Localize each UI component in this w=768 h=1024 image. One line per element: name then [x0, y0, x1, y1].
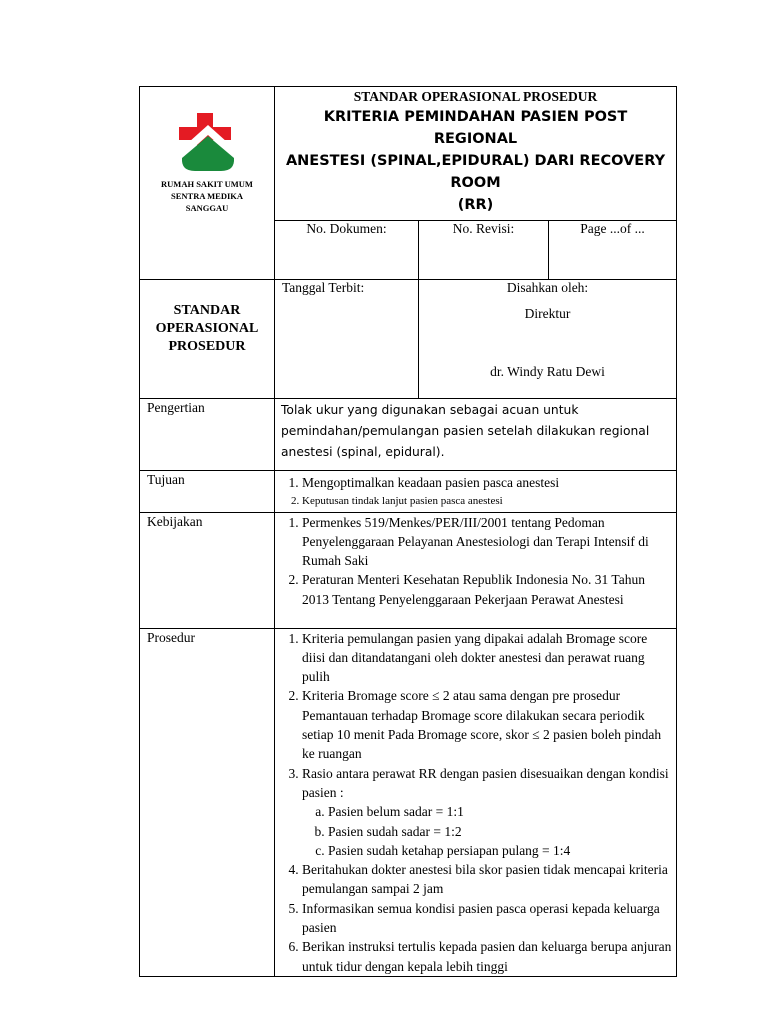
tanggal-terbit-label: Tanggal Terbit:: [282, 280, 365, 295]
sub-list-item: a. Pasien belum sadar = 1:1: [328, 802, 672, 821]
tanggal-terbit-cell: [275, 280, 419, 399]
no-revisi-cell: No. Revisi:: [419, 221, 549, 280]
signatory-name: dr. Windy Ratu Dewi: [490, 364, 605, 379]
list-item: 5. Informasikan semua kondisi pasien pasca operasi kepada keluarga pasien: [302, 899, 672, 938]
sop-label-cell: STANDAR OPERASIONAL PROSEDUR: [140, 280, 275, 399]
jabatan-label: Direktur: [524, 306, 571, 321]
kebijakan-label: Kebijakan: [140, 512, 275, 628]
prosedur-label: Prosedur: [140, 628, 275, 976]
list-item: 2. Kriteria Bromage score ≤ 2 atau sama dengan pre prosedur Pemantauan terhadap Bromage score dilakukan secara periodik setiap 10 menit Pada Bromage score, skor ≤ 2 pasien boleh pindah ke ruangan: [302, 686, 672, 763]
no-dokumen-cell: No. Dokumen:: [275, 221, 419, 280]
list-item: 6. Berikan instruksi tertulis kepada pasien dan keluarga berupa anjuran untuk tidur dengan kepala lebih tinggi: [302, 937, 672, 976]
page-cell: Page ...of ...: [549, 221, 677, 280]
doc-type-heading: STANDAR OPERASIONAL PROSEDUR: [353, 89, 598, 104]
kebijakan-content: [275, 512, 677, 628]
list-item: 1. Permenkes 519/Menkes/PER/III/2001 tentang Pedoman Penyelenggaraan Pelayanan Anestesiologi dan Terapi Intensif di Rumah Saki: [302, 513, 672, 571]
hospital-name: RUMAH SAKIT UMUM SENTRA MEDIKA SANGGAU: [161, 179, 253, 213]
list-item-text: Rasio antara perawat RR dengan pasien disesuaikan dengan kondisi pasien :: [302, 765, 669, 800]
list-item: 2. Peraturan Menteri Kesehatan Republik Indonesia No. 31 Tahun 2013 Tentang Penyelenggaraan Pekerjaan Perawat Anestesi: [302, 570, 672, 609]
sop-table: [139, 86, 677, 977]
document-title-cell: [275, 87, 677, 221]
hospital-logo-cell: [140, 87, 275, 280]
tujuan-content: [275, 471, 677, 513]
hospital-logo-icon: [175, 111, 241, 173]
pengertian-content: Tolak ukur yang digunakan sebagai acuan untuk pemindahan/pemulangan pasien setelah dilakukan regional anestesi (spinal, epidural).: [275, 399, 677, 471]
list-item: 4. Beritahukan dokter anestesi bila skor pasien tidak mencapai kriteria pemulangan sampai 2 jam: [302, 860, 672, 899]
prosedur-content: [275, 628, 677, 976]
sub-list-item: b. Pasien sudah sadar = 1:2: [328, 822, 672, 841]
document-title: KRITERIA PEMINDAHAN PASIEN POST REGIONAL ANESTESI (SPINAL,EPIDURAL) DARI RECOVERY ROOM (RR): [285, 109, 666, 213]
list-item: [302, 764, 672, 860]
tujuan-label: Tujuan: [140, 471, 275, 513]
list-item: 2. Keputusan tindak lanjut pasien pasca anestesi: [302, 492, 672, 511]
list-item: 1. Mengoptimalkan keadaan pasien pasca anestesi: [302, 473, 672, 492]
disahkan-oleh-label: Disahkan oleh:: [506, 280, 589, 295]
approval-cell: [419, 280, 677, 399]
sub-list-item: c. Pasien sudah ketahap persiapan pulang = 1:4: [328, 841, 672, 860]
pengertian-label: Pengertian: [140, 399, 275, 471]
list-item: 1. Kriteria pemulangan pasien yang dipakai adalah Bromage score diisi dan ditandatangani oleh dokter anestesi dan perawat ruang pulih: [302, 629, 672, 687]
